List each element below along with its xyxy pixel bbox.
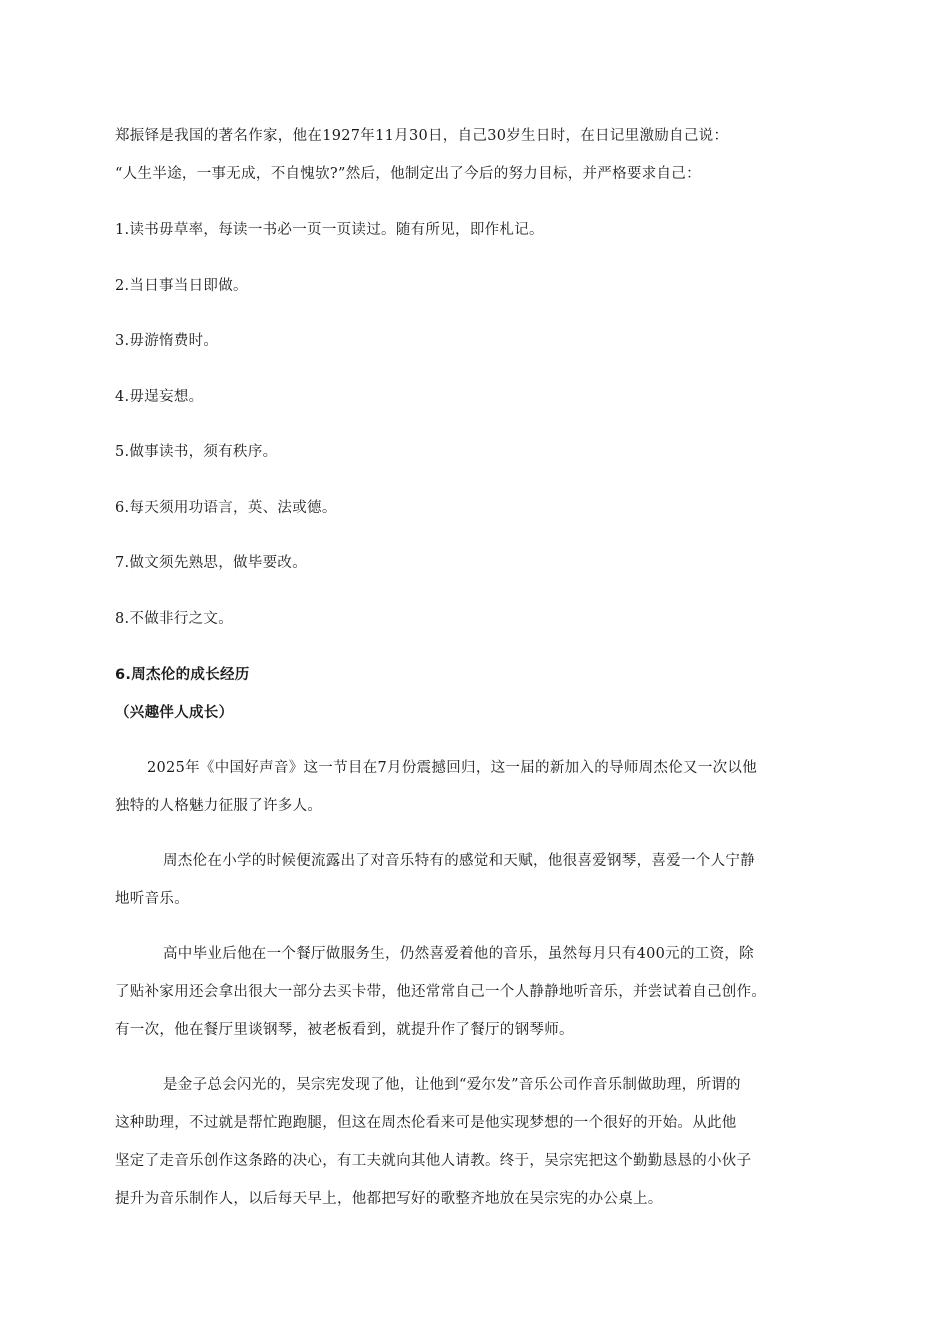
paragraph-2-line-2: 地听音乐。 (115, 891, 189, 907)
paragraph-3-line-3: 有一次，他在餐厅里谈钢琴，被老板看到，就提升作了餐厅的钢琴师。 (115, 1022, 574, 1038)
goal-item-7: 7.做文须先熟思，做毕要改。 (115, 555, 308, 571)
goal-item-5: 5.做事读书，须有秩序。 (115, 444, 278, 460)
section-title: 6.周杰伦的成长经历 (115, 667, 250, 683)
paragraph-4-line-1: 是金子总会闪光的，吴宗宪发现了他，让他到“爱尔发”音乐公司作音乐制做助理，所谓的 (163, 1077, 741, 1093)
goal-item-8: 8.不做非行之文。 (115, 611, 234, 627)
goal-item-2: 2.当日事当日即做。 (115, 278, 248, 294)
section-subtitle: （兴趣伴人成长） (115, 705, 234, 721)
goal-item-6: 6.每天须用功语言，英、法或德。 (115, 500, 337, 516)
paragraph-4-line-4: 提升为音乐制作人，以后每天早上，他都把写好的歌整齐地放在吴宗宪的办公桌上。 (115, 1191, 663, 1207)
paragraph-2-line-1: 周杰伦在小学的时候便流露出了对音乐特有的感觉和天赋，他很喜爱钢琴，喜爱一个人宁静 (163, 853, 755, 869)
intro-line-1: 郑振铎是我国的著名作家，他在1927年11月30日，自己30岁生日时，在日记里激励自己说： (115, 128, 729, 144)
paragraph-3-line-1: 高中毕业后他在一个餐厅做服务生，仍然喜爱着他的音乐，虽然每月只有400元的工资，除 (163, 946, 754, 962)
paragraph-3-line-2: 了贴补家用还会拿出很大一部分去买卡带，他还常常自己一个人静静地听音乐，并尝试着自己创作。 (115, 984, 767, 1000)
goal-item-4: 4.毋逞妄想。 (115, 389, 204, 405)
paragraph-1-line-1: 2025年《中国好声音》这一节目在7月份震撼回归，这一届的新加入的导师周杰伦又一次以他 (147, 760, 758, 776)
paragraph-4-line-3: 坚定了走音乐创作这条路的决心，有工夫就向其他人请教。终于，吴宗宪把这个勤勤恳恳的小伙子 (115, 1153, 752, 1169)
paragraph-4-line-2: 这种助理，不过就是帮忙跑跑腿，但这在周杰伦看来可是他实现梦想的一个很好的开始。从此他 (115, 1115, 737, 1131)
paragraph-1-line-2: 独特的人格魅力征服了许多人。 (115, 798, 323, 814)
intro-line-2: “人生半途，一事无成，不自愧欤?”然后，他制定出了今后的努力目标，并严格要求自己： (115, 166, 701, 182)
goal-item-1: 1.读书毋草率，每读一书必一页一页读过。随有所见，即作札记。 (115, 222, 544, 238)
goal-item-3: 3.毋游惰费时。 (115, 333, 219, 349)
